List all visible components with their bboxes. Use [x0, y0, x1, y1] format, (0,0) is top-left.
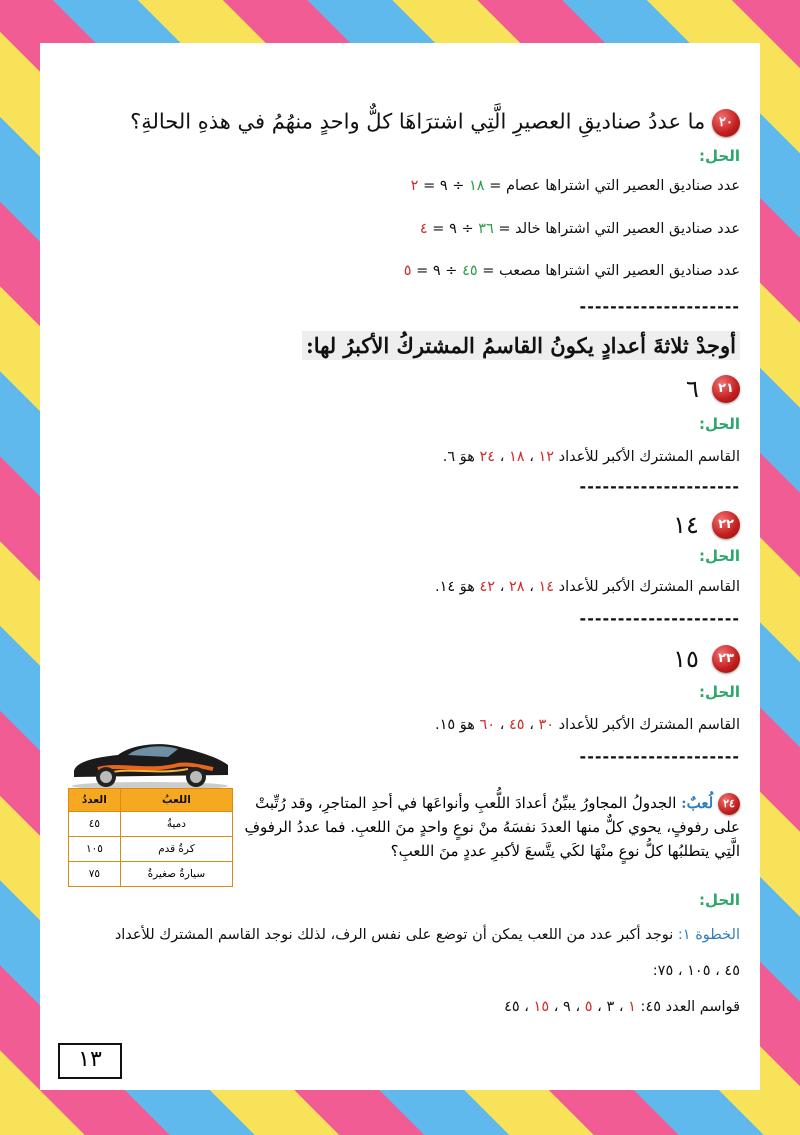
table-header: اللعبُ [120, 789, 232, 812]
divider: --------------------- [579, 297, 740, 316]
q20-line3: عدد صناديق العصير التي اشتراها مصعب = ٤٥ ÷ ٩ = ٥ [403, 263, 740, 279]
q20-line1: عدد صناديق العصير التي اشتراها عصام = ١٨ ÷ ٩ = ٢ [410, 178, 740, 194]
q22-answer: القاسم المشترك الأكبر للأعداد ١٤ ، ٢٨ ، ٤٢ هوَ ١٤. [434, 579, 740, 595]
q24-step1: الخطوة ١: نوجد أكبر عدد من اللعب يمكن أن توضع على نفس الرف، لذلك نوجد القاسم المشترك للأعداد [114, 927, 740, 943]
page [40, 43, 760, 1090]
q23-number: ١٥ [673, 645, 699, 673]
q23-badge: ٢٣ [712, 645, 740, 673]
page-number: ١٣ [58, 1043, 122, 1079]
q24-text: الجدولُ المجاورُ يبيِّنُ أعدادَ اللُّعبِ وأنواعَها في أحدِ المتاجرِ، وقد رُتِّبتْ على رفوفٍ، يحوي كلٌّ منها العددَ نفسَهُ منْ نوعٍ واحدٍ منَ اللعبِ. فما عددُ الرفوفِ الَّتِي يتطلبُها كلُّ نوعٍ منْهَا لكَي يتَّسعَ لأكبرِ عددٍ منَ اللعبِ؟ [244, 794, 740, 860]
q20-question-text: ما عددُ صناديقِ العصيرِ الَّتِي اشترَاهَا كلٌّ واحدٍ منهُمُ في هذهِ الحالةِ؟ [130, 109, 706, 134]
q24-question [240, 791, 740, 863]
divider: --------------------- [579, 477, 740, 496]
table-row: كرةُ قدم ١٠٥ [69, 837, 233, 862]
q24-solution-label: الحل: [699, 891, 740, 909]
divider: --------------------- [579, 609, 740, 628]
q24-numbers: ٤٥ ، ١٠٥ ، ٧٥: [652, 963, 740, 979]
section-heading: أوجدْ ثلاثةَ أعدادٍ يكونُ القاسمُ المشتركُ الأكبرُ لها: [302, 331, 740, 360]
toy-car-image [68, 733, 233, 791]
q24-title: لُعبٌ: [681, 794, 714, 812]
q22-number: ١٤ [673, 511, 699, 539]
q20-badge: ٢٠ [712, 109, 740, 137]
q21-question [686, 375, 740, 403]
table-row: سيارةُ صغيرةُ ٧٥ [69, 862, 233, 887]
q22-solution-label: الحل: [699, 547, 740, 565]
q21-number: ٦ [686, 375, 699, 403]
table-header: العددُ [69, 789, 121, 812]
divider: --------------------- [579, 747, 740, 766]
q20-line2: عدد صناديق العصير التي اشتراها خالد = ٣٦ ÷ ٩ = ٤ [419, 221, 740, 237]
q24-badge: ٢٤ [718, 793, 740, 815]
q21-badge: ٢١ [712, 375, 740, 403]
q22-question [673, 511, 740, 539]
q20-solution-label: الحل: [699, 147, 740, 165]
table-row: دميةُ ٤٥ [69, 812, 233, 837]
q21-solution-label: الحل: [699, 415, 740, 433]
q23-answer: القاسم المشترك الأكبر للأعداد ٣٠ ، ٤٥ ، ٦٠ هوَ ١٥. [434, 717, 740, 733]
q21-answer: القاسم المشترك الأكبر للأعداد ١٢ ، ١٨ ، ٢٤ هوَ ٦. [442, 449, 740, 465]
q22-badge: ٢٢ [712, 511, 740, 539]
q24-factors: قواسم العدد ٤٥: ١ ، ٣ ، ٥ ، ٩ ، ١٥ ، ٤٥ [504, 999, 740, 1015]
q20-question [130, 109, 740, 137]
toys-table [68, 788, 233, 887]
q23-solution-label: الحل: [699, 683, 740, 701]
q23-question [673, 645, 740, 673]
